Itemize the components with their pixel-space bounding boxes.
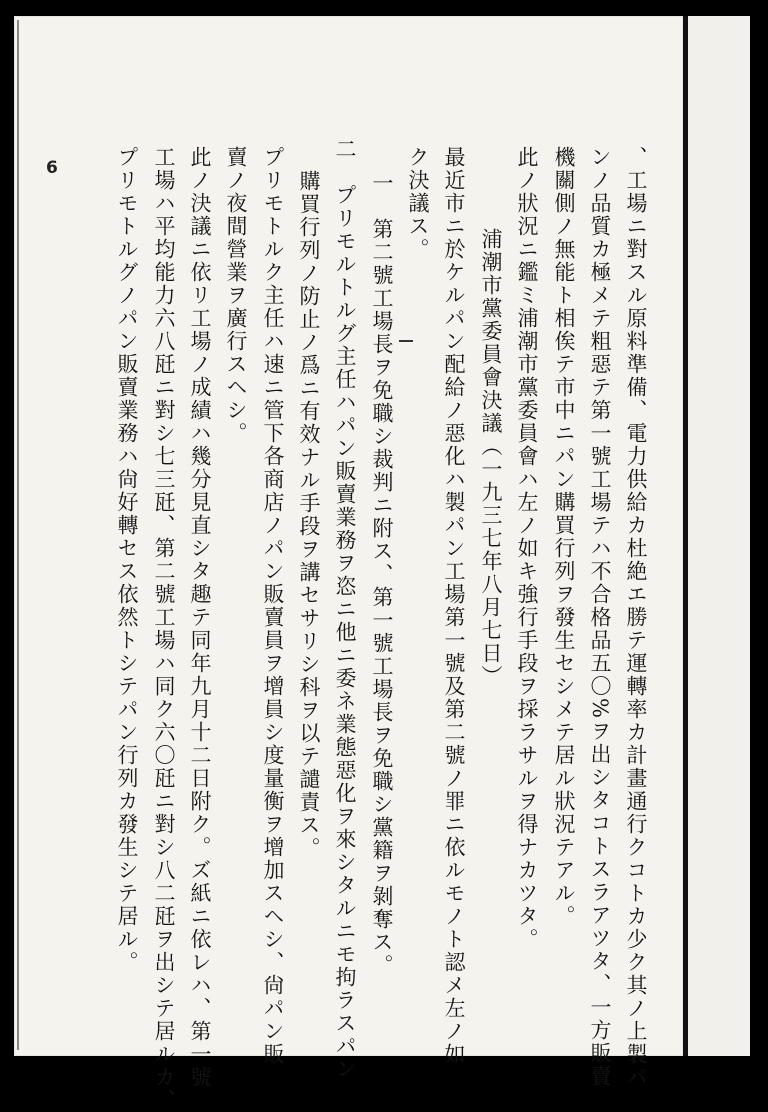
text-column-1: 、工場ニ對スル原料準備、電力供給カ杜絶エ勝テ運轉率カ計畫通行クコトカ少ク其ノ上製パ xyxy=(624,146,648,1089)
page-number: 6 xyxy=(46,158,58,178)
text-column-10: 購買行列ノ防止ノ爲ニ有效ナル手段ヲ講セサリシ科ヲ以テ譴責ス。 xyxy=(297,170,321,860)
text-column-2: ンノ品質カ極メテ粗惡テ第一號工場テハ不合格品五〇%ヲ出シタコトスラアツタ、一方販賣 xyxy=(588,146,612,1088)
text-column-12: 賣ノ夜間營業ヲ廣行スヘシ。 xyxy=(224,146,248,445)
resolution-item-1: 一 第二號工場長ヲ免職シ裁判ニ附ス、第一號工場長ヲ免職シ黨籍ヲ剝奪ス。 xyxy=(370,172,394,977)
text-column-15: プリモトルグノパン販賣業務ハ尙好轉セス依然トシテパン行列カ發生シテ居ル。 xyxy=(115,146,139,974)
text-column-13: 此ノ決議ニ依リ工場ノ成績ハ幾分見直シタ趣テ同年九月十二日附ク。ズ紙ニ依レハ、第一號 xyxy=(188,146,212,1089)
text-column-11: プリモトルク主任ハ速ニ管下各商店ノパン販賣員ヲ增員シ度量衡ヲ增加スヘシ、尙パン販 xyxy=(261,146,285,1066)
text-column-14: 工場ハ平均能力六八瓩ニ對シ七三瓩、第二號工場ハ同ク六〇瓩ニ對シ八二瓩ヲ出シテ居ルカ、 xyxy=(152,146,176,1112)
page-left-edge xyxy=(17,20,19,1050)
separator-dash xyxy=(399,340,413,342)
vertical-text-body xyxy=(88,138,648,1112)
text-column-6: 最近市ニ於ケルパン配給ノ惡化ハ製パン工場第一號及第二號ノ罪ニ依ルモノト認メ左ノ如 xyxy=(442,146,466,1066)
facing-page-edge xyxy=(688,16,750,1056)
text-column-3: 機關側ノ無能ト相俟テ市中ニパン購買行列ヲ發生セシメテ居ル狀況テアル。 xyxy=(552,146,576,928)
resolution-item-2: 二 プリモルトルグ主任ハパン販賣業務ヲ恣ニ他ニ委ネ業態惡化ヲ來シタルニモ拘ラスパン xyxy=(333,138,357,1081)
resolution-heading: 浦潮市黨委員會決議（一九三七年八月七日） xyxy=(479,228,503,688)
text-column-4: 此ノ狀況ニ鑑ミ浦潮市黨委員會ハ左ノ如キ強行手段ヲ採ラサルヲ得ナカツタ。 xyxy=(515,146,539,951)
text-column-7: ク決議ス。 xyxy=(406,146,430,261)
